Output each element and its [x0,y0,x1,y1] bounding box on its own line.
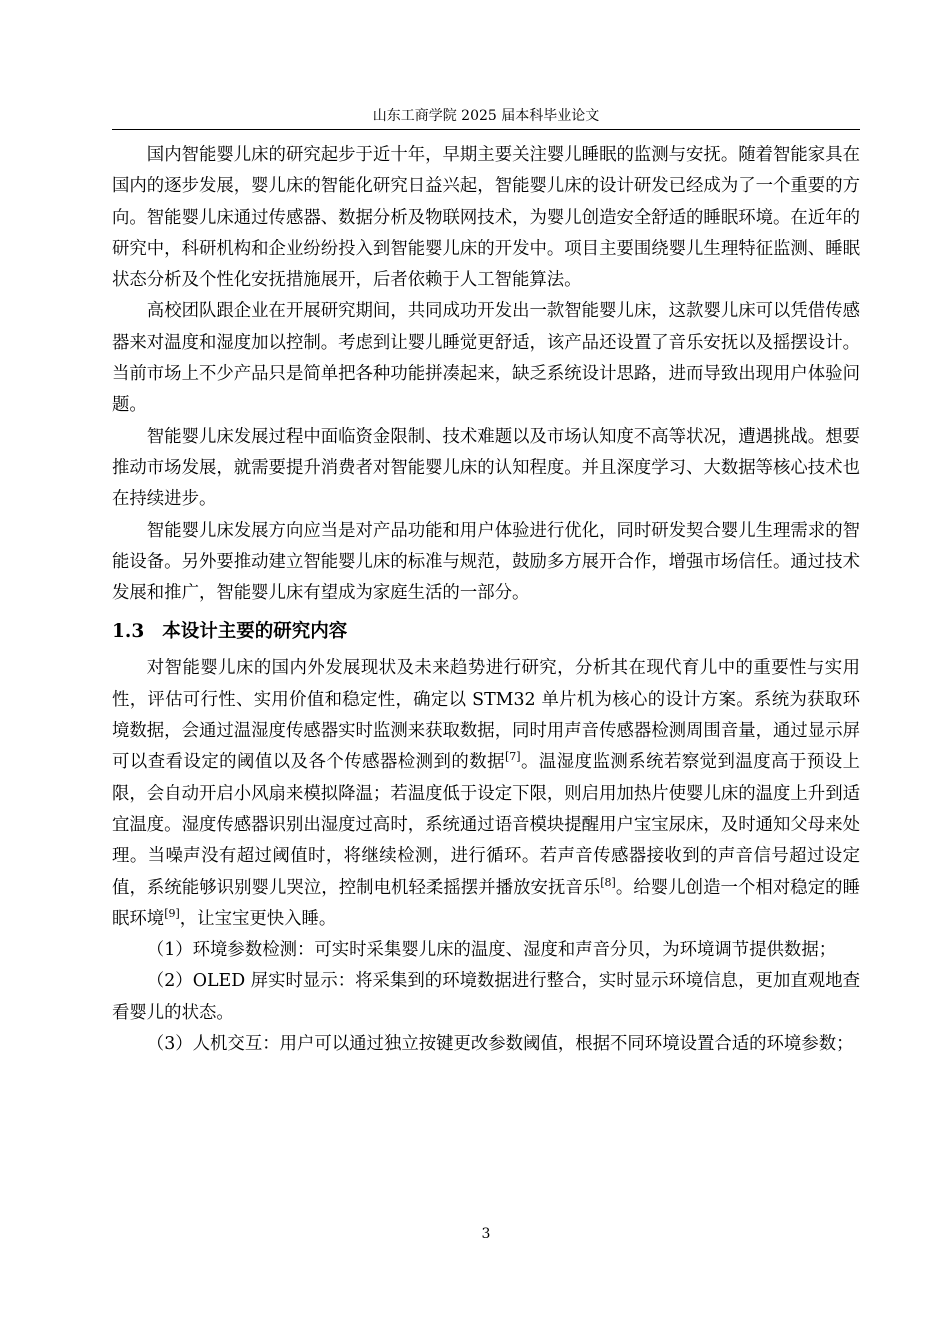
page-body [112,140,860,1060]
list-item: （1）环境参数检测：可实时采集婴儿床的温度、湿度和声音分贝，为环境调节提供数据； [146,940,837,961]
page-number: 3 [481,1226,491,1242]
citation-ref: [9] [164,907,180,921]
body-paragraph: 国内智能婴儿床的研究起步于近十年，早期主要关注婴儿睡眠的监测与安抚。随着智能家具在国内的逐步发展，婴儿床的智能化研究日益兴起，智能婴儿床的设计研发已经成为了一个重要的方向。智能婴儿床通过传感器、数据分析及物联网技术，为婴儿创造安全舒适的睡眠环境。在近年的研究中，科研机构和企业纷纷投入到智能婴儿床的开发中。项目主要围绕婴儿生理特征监测、睡眠状态分析及个性化安抚措施展开，后者依赖于人工智能算法。 [112,145,860,291]
citation-ref: [7] [504,750,521,764]
page-header: 山东工商学院 2025 届本科毕业论文 [112,104,860,130]
paragraph-text: 。温湿度监测系统若察觉到温度高于预设上限，会自动开启小风扇来模拟降温；若温度低于设定下限，则启用加热片使婴儿床的温度上升到适宜温度。湿度传感器识别出湿度过高时，系统通过语音模块提醒用户宝宝尿床，及时通知父母来处理。当噪声没有超过阈值时，将继续检测，进行循环。若声音传感器接收到的声音信号超过设定值，系统能够识别婴儿哭泣，控制电机轻柔摇摆并播放安抚音乐 [112,752,860,898]
list-item: （2）OLED 屏实时显示：将采集到的环境数据进行整合，实时显示环境信息，更加直观地查看婴儿的状态。 [112,971,860,1023]
section-heading [112,614,860,650]
section-number: 1.3 [112,621,145,643]
research-content-paragraph [112,653,860,935]
section-title: 本设计主要的研究内容 [162,621,348,643]
body-paragraph: 智能婴儿床发展方向应当是对产品功能和用户体验进行优化，同时研发契合婴儿生理需求的智能设备。另外要推动建立智能婴儿床的标准与规范，鼓励多方展开合作，增强市场信任。通过技术发展和推广，智能婴儿床有望成为家庭生活的一部分。 [112,520,860,604]
list-item: （3）人机交互：用户可以通过独立按键更改参数阈值，根据不同环境设置合适的环境参数； [146,1034,854,1055]
paragraph-text: 对智能婴儿床的国内外发展现状及未来趋势进行研究，分析其在现代育儿中的重要性与实用性，评估可行性、实用价值和稳定性，确定以 STM32 单片机为核心的设计方案。系统为获取环境数据，会通过温湿度传感器实时监测来获取数据，同时用声音传感器检测周围音量，通过显示屏可以查看设定的阈值以及各个传感器检测到的数据 [112,658,860,773]
citation-ref: [8] [600,875,616,889]
paragraph-text: 。给婴儿创造一个相对稳定的睡眠环境 [112,877,860,929]
body-paragraph: 高校团队跟企业在开展研究期间，共同成功开发出一款智能婴儿床，这款婴儿床可以凭借传感器来对温度和湿度加以控制。考虑到让婴儿睡觉更舒适，该产品还设置了音乐安抚以及摇摆设计。当前市场上不少产品只是简单把各种功能拼凑起来，缺乏系统设计思路，进而导致出现用户体验问题。 [112,301,860,416]
body-paragraph: 智能婴儿床发展过程中面临资金限制、技术难题以及市场认知度不高等状况，遭遇挑战。想要推动市场发展，就需要提升消费者对智能婴儿床的认知程度。并且深度学习、大数据等核心技术也在持续进步。 [112,426,860,510]
paragraph-text: ，让宝宝更快入睡。 [179,908,337,929]
